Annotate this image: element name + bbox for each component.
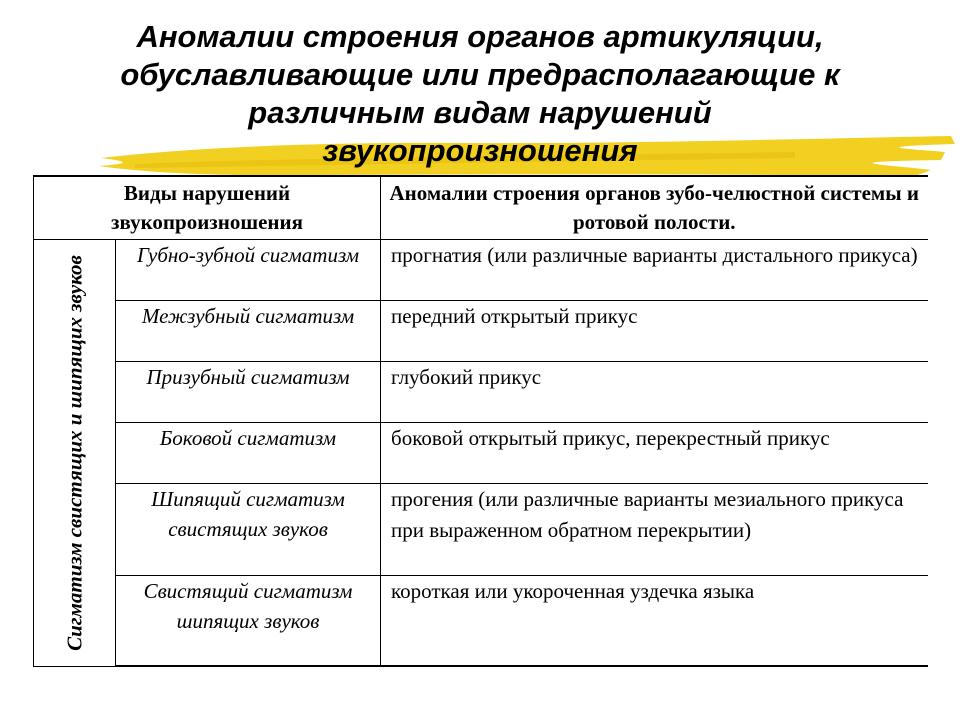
disorder-type: Шипящий сигматизм свистящих звуков xyxy=(116,483,381,575)
header-disorder-types: Виды нарушений звукопроизношения xyxy=(34,176,381,239)
anomaly-description: прогнатия (или различные варианты дистального прикуса) xyxy=(381,239,928,300)
title-line-1: Аномалии строения органов артикуляции, xyxy=(136,19,824,54)
anomaly-description: глубокий прикус xyxy=(381,361,928,422)
disorder-type: Боковой сигматизм xyxy=(116,422,381,483)
table-row xyxy=(34,483,928,575)
table-row xyxy=(34,422,928,483)
anomaly-description: передний открытый прикус xyxy=(381,300,928,361)
slide-title xyxy=(40,18,920,170)
table-header-row xyxy=(34,176,928,239)
title-line-4: звукопроизношения xyxy=(322,133,638,168)
group-label: Сигматизм свистящих и шипящих звуков xyxy=(62,254,86,651)
anomaly-description: прогения (или различные варианты мезиального прикуса при выраженном обратном перекрытии) xyxy=(381,483,928,575)
table-row xyxy=(34,239,928,300)
table-row xyxy=(34,361,928,422)
header-anomalies: Аномалии строения органов зубо-челюстной системы и ротовой полости. xyxy=(381,176,928,239)
disorder-type: Губно-зубной сигматизм xyxy=(116,239,381,300)
title-line-3: различным видам нарушений xyxy=(248,95,712,130)
table-row xyxy=(34,575,928,666)
group-label-cell xyxy=(34,239,116,666)
disorder-type: Межзубный сигматизм xyxy=(116,300,381,361)
disorder-type: Призубный сигматизм xyxy=(116,361,381,422)
anomalies-table xyxy=(33,175,928,667)
table-row xyxy=(34,300,928,361)
title-line-2: обуславливающие или предрасполагающие к xyxy=(120,57,840,92)
anomaly-description: короткая или укороченная уздечка языка xyxy=(381,575,928,666)
anomaly-description: боковой открытый прикус, перекрестный прикус xyxy=(381,422,928,483)
disorder-type: Свистящий сигматизм шипящих звуков xyxy=(116,575,381,666)
